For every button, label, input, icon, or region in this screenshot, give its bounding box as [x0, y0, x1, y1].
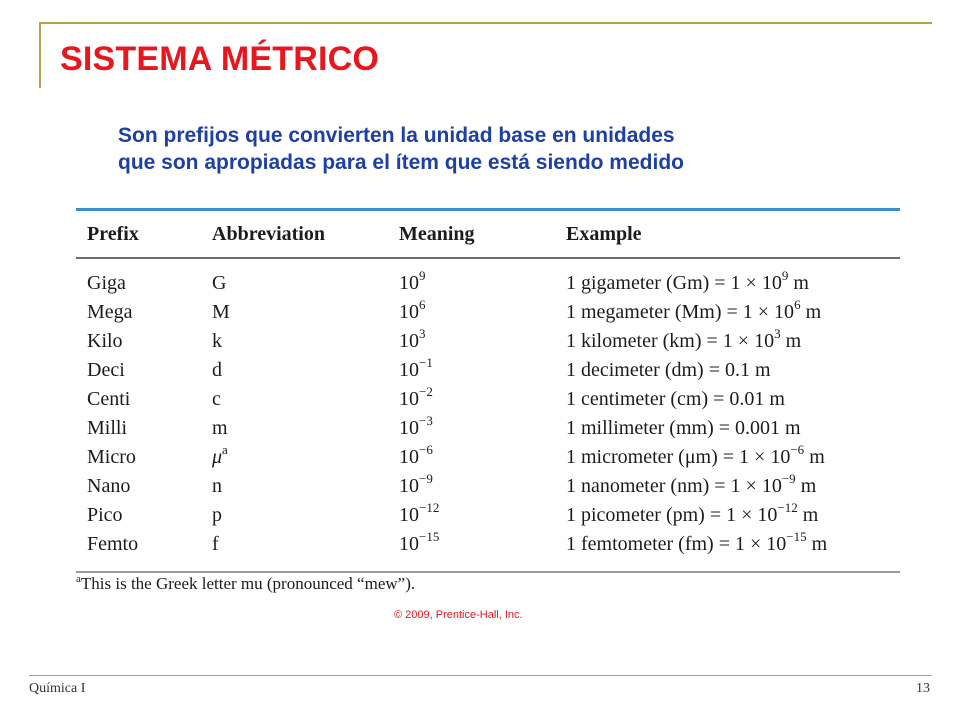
abbreviation-symbol: G: [212, 272, 227, 294]
cell-example: 1 femtometer $(fm) = 1 \times 10^{-15}$ m: [566, 529, 828, 555]
copyright-notice: © 2009, Prentice-Hall, Inc.: [394, 609, 523, 621]
cell-example: 1 decimeter (dm) = 0.1 m: [566, 359, 771, 381]
cell-example: 1 picometer $(pm) = 1 \times 10^{-12}$ m: [566, 500, 819, 526]
table-row: [76, 414, 900, 443]
meaning-exponent: −15: [419, 529, 440, 544]
cell-meaning: $10^{-15}$: [399, 529, 440, 555]
cell-example: 1 centimeter (cm) = 0.01 m: [566, 388, 785, 410]
table-row: [76, 443, 900, 472]
cell-example: 1 millimeter (mm) = 0.001 m: [566, 417, 801, 439]
example-exponent: 3: [774, 326, 781, 341]
metric-prefix-table: [76, 208, 900, 573]
cell-prefix: Mega: [87, 301, 133, 323]
abbreviation-symbol: n: [212, 475, 222, 497]
cell-example: 1 megameter $(Mm) = 1 \times 10^6$ m: [566, 297, 822, 323]
meaning-exponent: −6: [419, 442, 433, 457]
cell-meaning: $10^9$: [399, 268, 426, 294]
cell-abbreviation: [212, 501, 222, 530]
table-footnote: [76, 574, 415, 594]
abbreviation-symbol: M: [212, 301, 230, 323]
cell-prefix: Micro: [87, 446, 136, 468]
abbreviation-symbol: f: [212, 533, 219, 555]
cell-example: 1 gigameter $(Gm) = 1 \times 10^9$ m: [566, 268, 809, 294]
meaning-exponent: −1: [419, 355, 433, 370]
example-exponent: 6: [794, 297, 801, 312]
cell-abbreviation: [212, 530, 219, 559]
cell-prefix: Centi: [87, 388, 131, 410]
cell-abbreviation: [212, 298, 230, 327]
meaning-exponent: −9: [419, 471, 433, 486]
abbreviation-symbol: m: [212, 417, 228, 439]
abbreviation-footnote-mark: a: [222, 442, 228, 457]
footnote-text: This is the Greek letter mu (pronounced “mew”).: [80, 574, 416, 593]
cell-abbreviation: [212, 443, 228, 472]
cell-abbreviation: [212, 269, 226, 298]
table-row: [76, 530, 900, 559]
table-row: [76, 385, 900, 414]
cell-meaning: $10^{-3}$: [399, 413, 433, 439]
cell-abbreviation: [212, 356, 222, 385]
cell-prefix: Pico: [87, 504, 123, 526]
table-row: [76, 327, 900, 356]
example-exponent: 9: [781, 268, 789, 283]
cell-abbreviation: [212, 414, 228, 443]
cell-prefix: Nano: [87, 475, 131, 497]
subtitle-line-1: Son prefijos que convierten la unidad base en unidades: [118, 124, 675, 147]
header-example: Example: [566, 223, 642, 245]
cell-example: 1 micrometer $(\mu m) = 1 \times 10^{-6}$ m: [566, 442, 825, 468]
meaning-exponent: −3: [419, 413, 433, 428]
meaning-exponent: 9: [419, 268, 426, 283]
table-row: [76, 356, 900, 385]
cell-meaning: $10^{-6}$: [399, 442, 433, 468]
cell-prefix: Giga: [87, 272, 126, 294]
abbreviation-symbol: c: [212, 388, 221, 410]
table-header-row: [76, 211, 900, 259]
meaning-exponent: −12: [419, 500, 440, 515]
table-row: [76, 269, 900, 298]
abbreviation-symbol: μ: [212, 446, 223, 468]
slide-subtitle: [118, 122, 878, 176]
cell-meaning: $10^{-12}$: [399, 500, 440, 526]
example-exponent: −15: [786, 529, 807, 544]
cell-meaning: $10^6$: [399, 297, 426, 323]
example-exponent: −9: [781, 471, 796, 486]
frame-left-line: [39, 22, 41, 88]
cell-example: 1 kilometer $(km) = 1 \times 10^3$ m: [566, 326, 802, 352]
cell-example: 1 nanometer $(nm) = 1 \times 10^{-9}$ m: [566, 471, 817, 497]
cell-meaning: $10^3$: [399, 326, 426, 352]
header-meaning: Meaning: [399, 223, 475, 245]
header-prefix: Prefix: [87, 223, 139, 245]
table-row: [76, 501, 900, 530]
cell-prefix: Milli: [87, 417, 128, 439]
frame-top-line: [40, 22, 932, 24]
meaning-exponent: −2: [419, 384, 433, 399]
header-abbreviation: Abbreviation: [212, 223, 325, 245]
cell-meaning: $10^{-2}$: [399, 384, 433, 410]
table-bottom-rule: [76, 571, 900, 573]
cell-prefix: Kilo: [87, 330, 123, 352]
cell-meaning: $10^{-1}$: [399, 355, 433, 381]
example-exponent: −6: [790, 442, 805, 457]
meaning-exponent: 6: [419, 297, 426, 312]
footer-page-number: 13: [916, 681, 930, 696]
slide-title: SISTEMA MÉTRICO: [60, 40, 380, 78]
table-row: [76, 298, 900, 327]
table-row: [76, 472, 900, 501]
cell-abbreviation: [212, 472, 222, 501]
cell-abbreviation: [212, 385, 221, 414]
meaning-exponent: 3: [419, 326, 426, 341]
table-body: [76, 259, 900, 571]
abbreviation-symbol: p: [212, 504, 222, 526]
example-exponent: −12: [777, 500, 798, 515]
footer-course-name: Química I: [29, 681, 86, 696]
frame-bottom-line: [29, 675, 932, 676]
cell-prefix: Deci: [87, 359, 125, 381]
abbreviation-symbol: k: [212, 330, 222, 352]
subtitle-line-2: que son apropiadas para el ítem que está siendo medido: [118, 151, 684, 174]
abbreviation-symbol: d: [212, 359, 222, 381]
cell-prefix: Femto: [87, 533, 139, 555]
cell-abbreviation: [212, 327, 222, 356]
cell-meaning: $10^{-9}$: [399, 471, 433, 497]
footnote-mark: a: [76, 573, 81, 585]
